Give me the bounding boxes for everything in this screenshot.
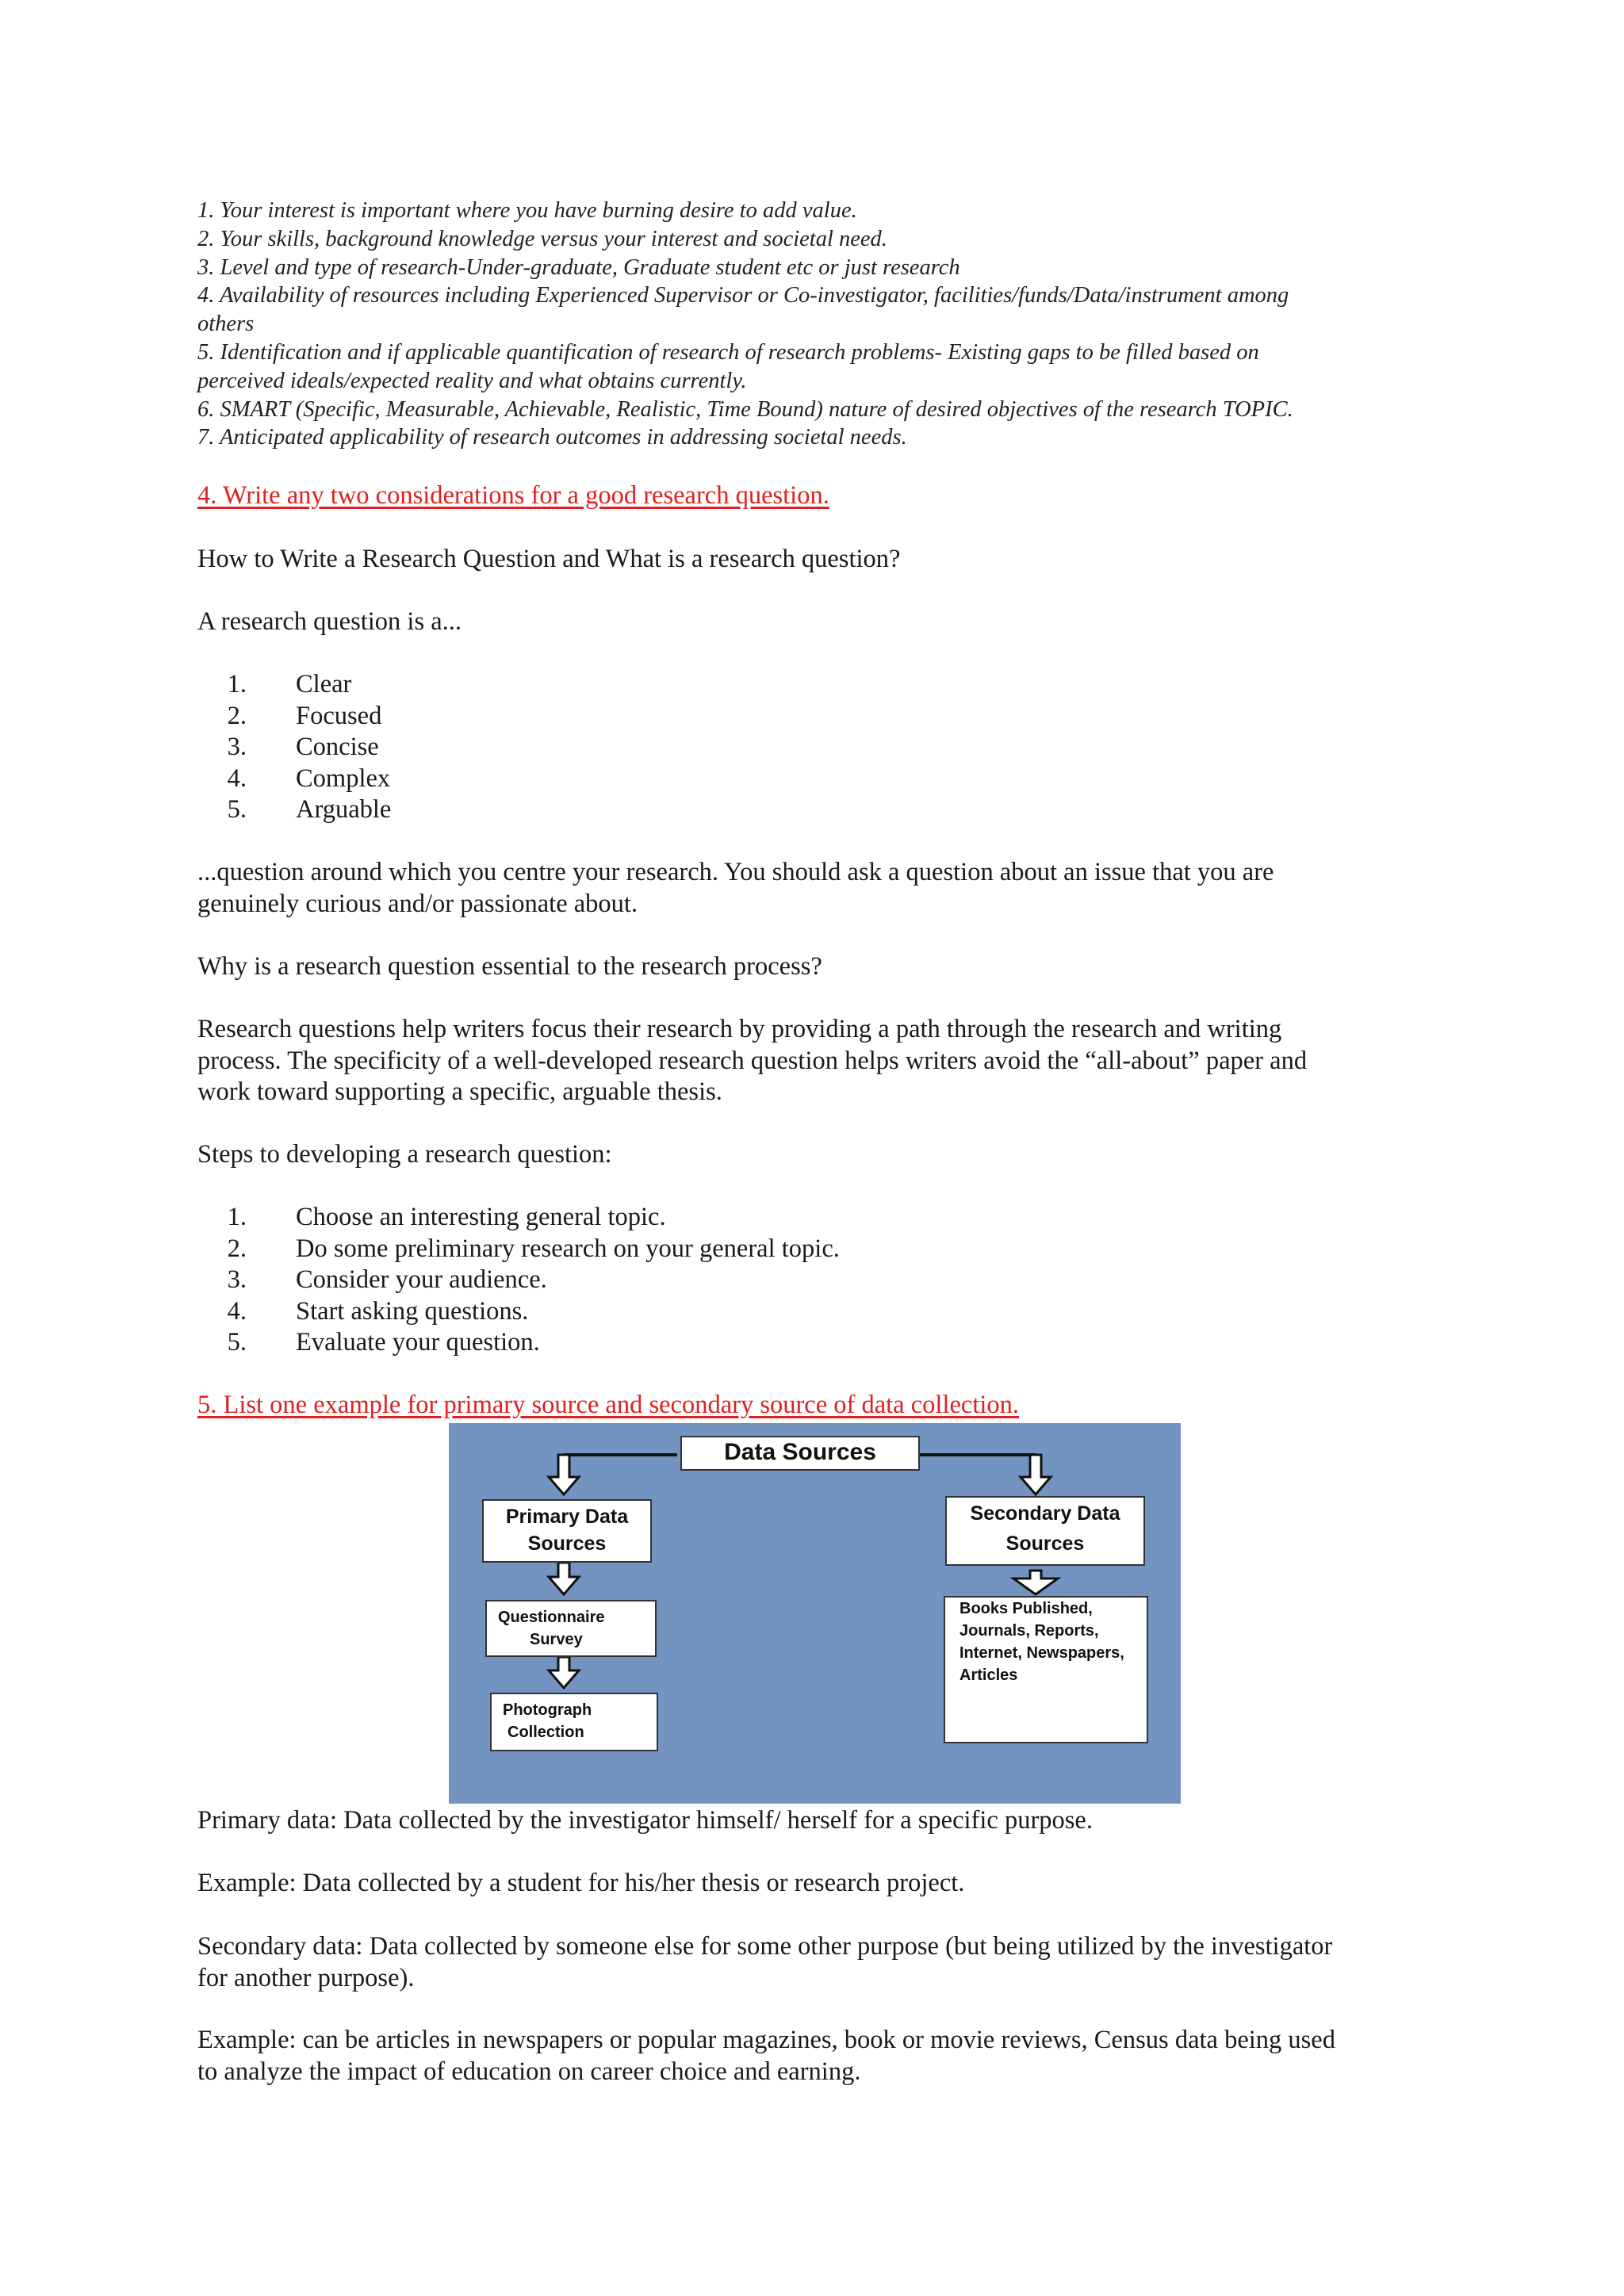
photograph-box: Photograph Collection [490,1693,658,1751]
q5-heading: 5. List one example for primary source and secondary source of data collection. [197,1391,1020,1419]
criteria-line: 4. Availability of resources including Experienced Supervisor or Co-investigator, facilities/funds/Data/instrument among [197,283,1289,308]
list-item: 3. Concise [227,733,379,761]
secondary-sources-box: Secondary Data Sources [945,1496,1145,1566]
why-line: Why is a research question essential to the research process? [197,952,822,981]
centre-paragraph: ...question around which you centre your research. You should ask a question about an issue that you are genuinely curious and/or passionate about. [197,858,1274,918]
secondary-definition: Secondary data: Data collected by someone else for some other purpose (but being utilized by the investigator for another purpose). [197,1932,1333,1992]
list-item: 2. Do some preliminary research on your general topic. [227,1234,840,1263]
primary-definition: Primary data: Data collected by the investigator himself/ herself for a specific purpose. [197,1806,1093,1835]
qualities-list [197,669,391,826]
steps-intro: Steps to developing a research question: [197,1140,612,1169]
criteria-line: others [197,312,255,337]
down-arrow-icon [549,1563,579,1594]
q4-heading: 4. Write any two considerations for a good research question. [197,481,829,510]
steps-list [197,1202,840,1359]
list-item: 5. Evaluate your question. [227,1328,540,1357]
list-item: 3. Consider your audience. [227,1265,547,1294]
intro-line: A research question is a... [197,607,462,636]
diagram-title: Data Sources [680,1436,920,1471]
secondary-example: Example: can be articles in newspapers or popular magazines, book or movie reviews, Census data being used to analyze the impact of education on career choice and earning. [197,2026,1335,2086]
primary-example: Example: Data collected by a student for his/her thesis or research project. [197,1869,965,1897]
list-item: 5. Arguable [227,795,392,824]
books-box: Books Published, Journals, Reports, Internet, Newspapers, Articles [944,1596,1148,1743]
criteria-line: 6. SMART (Specific, Measurable, Achievable, Realistic, Time Bound) nature of desired objectives of the research TOPIC. [197,396,1293,422]
data-sources-diagram [449,1423,1181,1804]
criteria-line: 2. Your skills, background knowledge versus your interest and societal need. [197,226,887,251]
criteria-line: 5. Identification and if applicable quantification of research of research problems- Existing gaps to be filled based on [197,339,1259,365]
primary-sources-box: Primary Data Sources [482,1499,652,1563]
criteria-list [197,197,1419,452]
criteria-line: 1. Your interest is important where you have burning desire to add value. [197,198,857,223]
criteria-line: 3. Level and type of research-Under-graduate, Graduate student etc or just research [197,254,960,280]
questionnaire-box: Questionnaire Survey [485,1600,657,1657]
down-arrow-icon [549,1455,579,1494]
criteria-line: perceived ideals/expected reality and what obtains currently. [197,368,747,393]
list-item: 1. Choose an interesting general topic. [227,1203,666,1231]
criteria-line: 7. Anticipated applicability of research outcomes in addressing societal needs. [197,425,907,450]
list-item: 4. Start asking questions. [227,1296,529,1326]
list-item: 2. Focused [227,701,382,730]
down-arrow-icon [1021,1455,1051,1494]
list-item: 4. Complex [227,763,391,793]
down-arrow-icon [549,1657,579,1688]
list-item: 1. Clear [227,670,352,698]
essential-paragraph: Research questions help writers focus their research by providing a path through the research and writing process. The specificity of a well-developed research question helps writers avoid the “all-about” paper and work toward supporting a specific, arguable thesis. [197,1015,1308,1106]
down-arrow-icon [1013,1571,1058,1594]
how-to-line: How to Write a Research Question and What is a research question? [197,545,901,573]
